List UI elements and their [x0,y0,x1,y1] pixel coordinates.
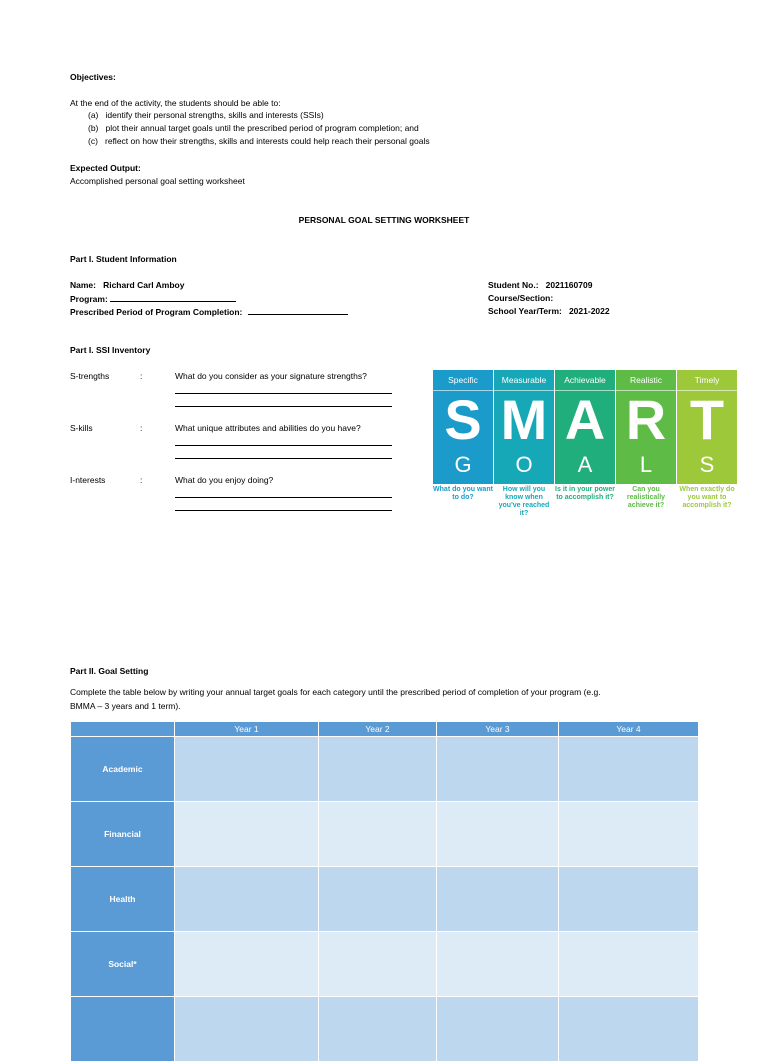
period-field[interactable] [248,306,348,315]
goal-cell[interactable] [437,997,559,1062]
program-field[interactable] [110,293,236,302]
goal-cell[interactable] [319,932,437,997]
table-header-row [71,722,699,737]
header-blank [71,722,175,737]
goal-cell[interactable] [175,802,319,867]
school-year-row [488,306,610,316]
column-header: Year 4 [559,722,699,737]
smart-letter: T [689,388,725,451]
goal-cell[interactable] [175,737,319,802]
smart-head: Specific [448,375,478,385]
smart-description: Is it in your power to accomplish it? [555,486,615,501]
smart-description: What do you want to do? [433,486,493,501]
table-row [71,737,699,802]
goal-cell[interactable] [319,802,437,867]
goal-cell[interactable] [559,997,699,1062]
goal-cell[interactable] [319,867,437,932]
school-year-label: School Year/Term: [488,306,562,316]
goal-cell[interactable] [319,997,437,1062]
ssi-heading: Part I. SSI Inventory [70,345,151,355]
category-cell: Academic [71,737,175,802]
student-info-heading: Part I. Student Information [70,254,177,264]
ssi-label: I-nterests [70,475,106,485]
name-row [70,280,184,290]
smart-letter: A [564,388,606,451]
goal-setting-instruction-1: Complete the table below by writing your annual target goals for each category until the prescribed period of completion of your program (e.g. [70,687,601,697]
table-row [71,867,699,932]
goal-cell[interactable] [437,802,559,867]
objective-text: plot their annual target goals until the prescribed period of program completion; and [105,123,419,133]
objective-marker: (b) [88,123,99,133]
objective-item [88,136,430,146]
goals-letter: S [699,452,715,477]
smart-goals-graphic [433,370,739,525]
smart-letter: R [625,388,667,451]
objective-text: reflect on how their strengths, skills and interests could help reach their personal goals [105,136,430,146]
goals-letter: G [454,452,472,477]
column-header: Year 1 [175,722,319,737]
column-header: Year 3 [437,722,559,737]
smart-head: Measurable [501,375,547,385]
objective-marker: (c) [88,136,98,146]
expected-output-heading: Expected Output: [70,163,141,173]
answer-line[interactable] [175,406,392,407]
smart-description: Can you realistically achieve it? [626,486,666,509]
ssi-colon: : [140,371,143,381]
category-cell: Financial [71,802,175,867]
goals-letter: A [577,452,593,477]
smart-column [494,370,554,484]
period-label: Prescribed Period of Program Completion: [70,307,243,317]
goal-setting-heading: Part II. Goal Setting [70,666,149,676]
goal-setting-table [70,721,699,1062]
answer-line[interactable] [175,497,392,498]
objective-item [88,110,324,120]
name-value: Richard Carl Amboy [103,280,185,290]
category-cell: Social* [71,932,175,997]
category-cell: Health [71,867,175,932]
smart-head: Achievable [564,375,606,385]
school-year-value: 2021-2022 [568,306,610,316]
table-row [71,802,699,867]
smart-head: Realistic [629,375,663,385]
goal-cell[interactable] [437,867,559,932]
category-cell [71,997,175,1062]
program-label: Program: [70,294,108,304]
smart-head: Timely [694,375,720,385]
ssi-question: What do you enjoy doing? [175,475,274,485]
name-label: Name: [70,280,96,290]
worksheet-title: PERSONAL GOAL SETTING WORKSHEET [298,215,470,225]
table-row [71,997,699,1062]
goal-cell[interactable] [559,802,699,867]
program-row [70,293,236,304]
table-row [71,932,699,997]
goal-cell[interactable] [437,932,559,997]
smart-column [616,370,676,484]
student-no-row [488,280,592,290]
objective-marker: (a) [88,110,99,120]
student-no-label: Student No.: [488,280,539,290]
smart-column [555,370,615,484]
expected-output-text: Accomplished personal goal setting worksheet [70,176,245,186]
column-header: Year 2 [319,722,437,737]
answer-line[interactable] [175,458,392,459]
goals-letter: L [639,452,653,477]
smart-letter: S [444,388,482,451]
period-row [70,306,348,317]
smart-column [677,370,737,484]
objectives-intro: At the end of the activity, the students should be able to: [70,98,281,108]
smart-letter: M [500,388,548,451]
goal-cell[interactable] [175,997,319,1062]
goal-cell[interactable] [319,737,437,802]
objective-text: identify their personal strengths, skills and interests (SSIs) [105,110,324,120]
smart-description: How will you know when you've reached it? [498,486,550,517]
ssi-question: What unique attributes and abilities do you have? [175,423,361,433]
answer-line[interactable] [175,445,392,446]
course-label: Course/Section: [488,293,554,303]
objectives-heading: Objectives: [70,72,116,82]
answer-line[interactable] [175,393,392,394]
smart-column [433,370,493,484]
ssi-label: S-trengths [70,371,110,381]
goal-setting-instruction-2: BMMA – 3 years and 1 term). [70,701,181,711]
goal-cell[interactable] [559,867,699,932]
goal-cell[interactable] [175,867,319,932]
answer-line[interactable] [175,510,392,511]
ssi-colon: : [140,423,143,433]
goal-cell[interactable] [559,737,699,802]
goals-letter: O [515,452,533,477]
objective-item [88,123,419,133]
ssi-question: What do you consider as your signature strengths? [175,371,367,381]
goal-cell[interactable] [175,932,319,997]
smart-description: When exactly do you want to accomplish it? [679,486,735,509]
ssi-label: S-kills [70,423,93,433]
goal-cell[interactable] [437,737,559,802]
student-no-value: 2021160709 [545,280,593,290]
goal-cell[interactable] [559,932,699,997]
ssi-colon: : [140,475,143,485]
